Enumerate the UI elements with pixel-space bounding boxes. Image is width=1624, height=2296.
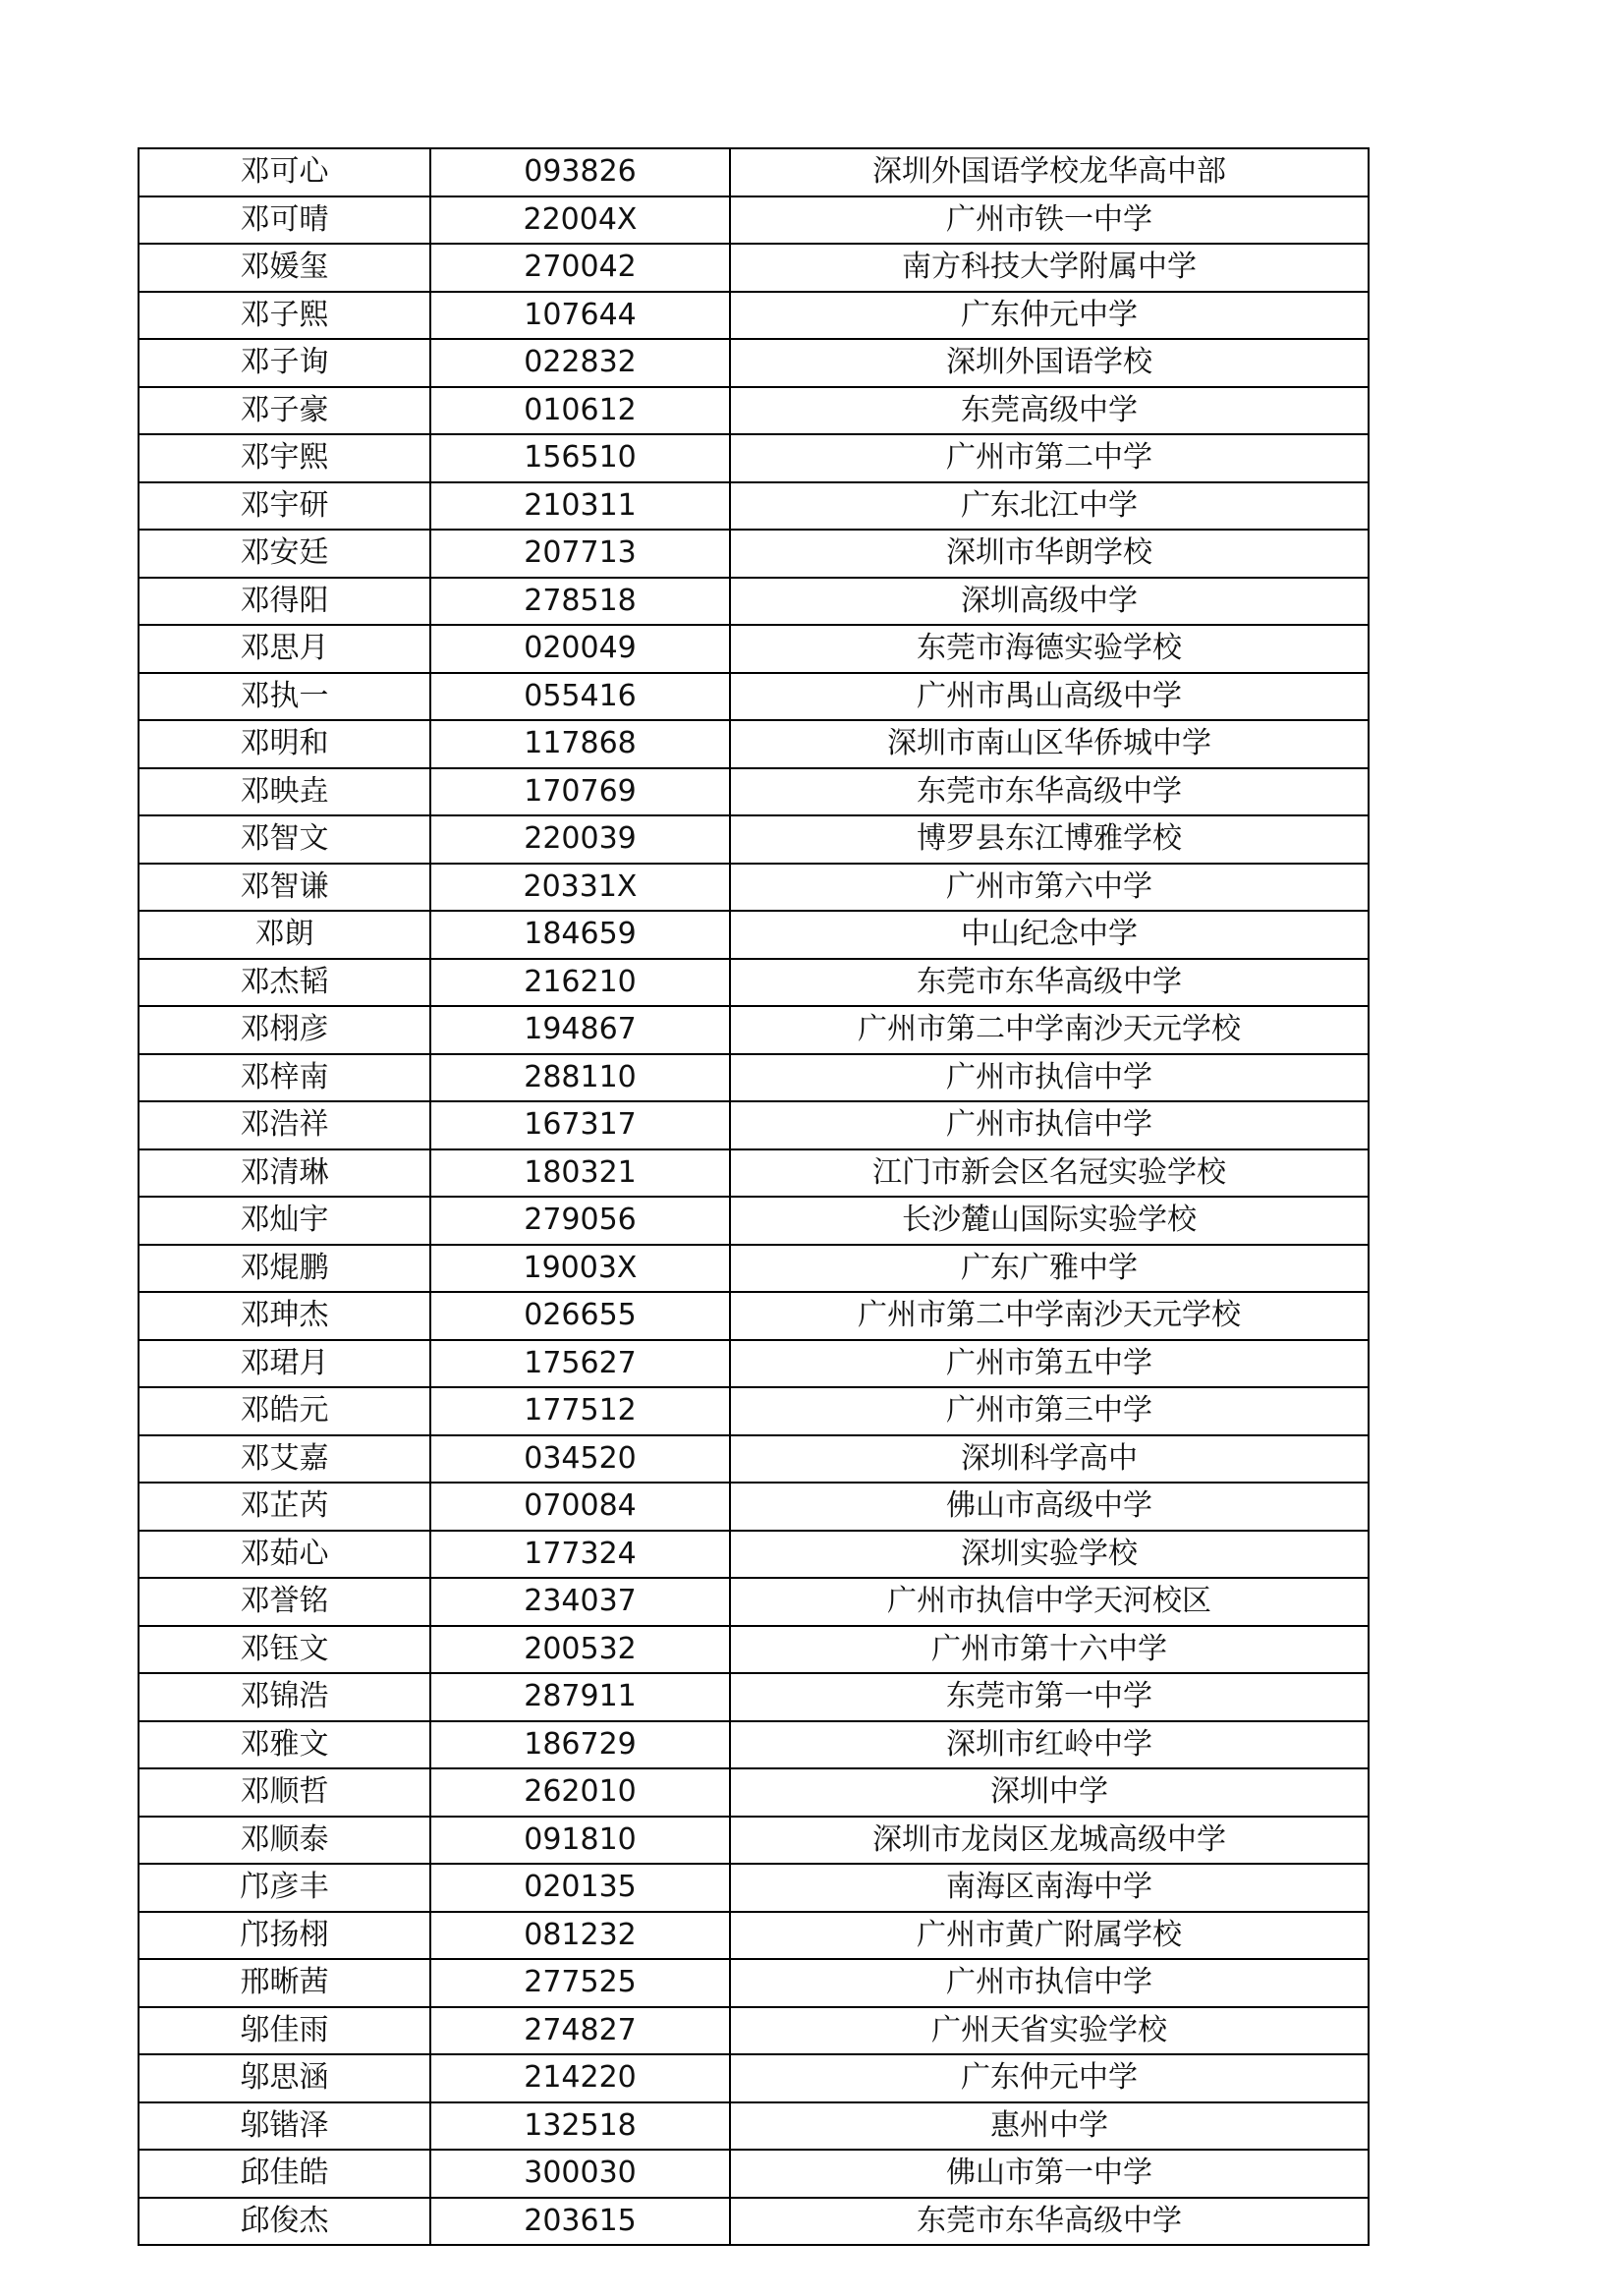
table-row [139, 1578, 1369, 1626]
school-name-cell: 南方科技大学附属中学 [730, 244, 1369, 292]
student-name-cell: 邓锦浩 [139, 1673, 430, 1721]
student-name-cell: 邓梓南 [139, 1054, 430, 1102]
student-name-cell: 邓杰韬 [139, 959, 430, 1007]
student-id-cell: 214220 [430, 2054, 730, 2102]
school-name-cell: 东莞市东华高级中学 [730, 768, 1369, 816]
roster-body [139, 148, 1369, 2245]
student-id-cell: 210311 [430, 482, 730, 531]
student-id-cell: 279056 [430, 1197, 730, 1245]
student-name-cell: 邬思涵 [139, 2054, 430, 2102]
school-name-cell: 广东仲元中学 [730, 2054, 1369, 2102]
student-id-cell: 091810 [430, 1817, 730, 1865]
school-name-cell: 广州天省实验学校 [730, 2007, 1369, 2055]
table-row [139, 625, 1369, 673]
school-name-cell: 广州市禺山高级中学 [730, 673, 1369, 721]
student-name-cell: 邓浩祥 [139, 1101, 430, 1149]
table-row [139, 1387, 1369, 1435]
student-id-cell: 117868 [430, 720, 730, 768]
school-name-cell: 东莞市第一中学 [730, 1673, 1369, 1721]
table-row [139, 1435, 1369, 1484]
school-name-cell: 深圳外国语学校 [730, 339, 1369, 387]
table-row [139, 2198, 1369, 2246]
school-name-cell: 深圳市龙岗区龙城高级中学 [730, 1817, 1369, 1865]
table-row [139, 1292, 1369, 1340]
student-name-cell: 邓雅文 [139, 1721, 430, 1769]
school-name-cell: 广州市黄广附属学校 [730, 1912, 1369, 1960]
student-name-cell: 邓钰文 [139, 1626, 430, 1674]
table-row [139, 1245, 1369, 1293]
table-row [139, 339, 1369, 387]
table-row [139, 482, 1369, 531]
student-name-cell: 邓智谦 [139, 864, 430, 912]
student-name-cell: 邓宇熙 [139, 434, 430, 482]
student-id-cell: 22004X [430, 196, 730, 245]
student-name-cell: 邢晰茜 [139, 1959, 430, 2007]
school-name-cell: 广东仲元中学 [730, 292, 1369, 340]
table-row [139, 1864, 1369, 1912]
school-name-cell: 中山纪念中学 [730, 911, 1369, 959]
school-name-cell: 佛山市第一中学 [730, 2150, 1369, 2198]
student-id-cell: 170769 [430, 768, 730, 816]
student-id-cell: 194867 [430, 1006, 730, 1054]
table-row [139, 673, 1369, 721]
student-id-cell: 203615 [430, 2198, 730, 2246]
table-row [139, 2054, 1369, 2102]
table-row [139, 1101, 1369, 1149]
student-id-cell: 081232 [430, 1912, 730, 1960]
student-id-cell: 022832 [430, 339, 730, 387]
student-name-cell: 邓得阳 [139, 578, 430, 626]
student-name-cell: 邱佳皓 [139, 2150, 430, 2198]
school-name-cell: 广州市第三中学 [730, 1387, 1369, 1435]
student-id-cell: 107644 [430, 292, 730, 340]
student-id-cell: 167317 [430, 1101, 730, 1149]
student-id-cell: 186729 [430, 1721, 730, 1769]
table-row [139, 1673, 1369, 1721]
table-row [139, 244, 1369, 292]
student-id-cell: 020135 [430, 1864, 730, 1912]
table-row [139, 720, 1369, 768]
school-name-cell: 佛山市高级中学 [730, 1483, 1369, 1531]
student-id-cell: 20331X [430, 864, 730, 912]
table-row [139, 1531, 1369, 1579]
table-row [139, 959, 1369, 1007]
student-name-cell: 邓焜鹏 [139, 1245, 430, 1293]
student-id-cell: 220039 [430, 815, 730, 864]
student-name-cell: 邓智文 [139, 815, 430, 864]
school-name-cell: 广州市第六中学 [730, 864, 1369, 912]
student-id-cell: 200532 [430, 1626, 730, 1674]
student-id-cell: 055416 [430, 673, 730, 721]
student-id-cell: 177512 [430, 1387, 730, 1435]
student-name-cell: 邓映垚 [139, 768, 430, 816]
student-name-cell: 邓媛玺 [139, 244, 430, 292]
table-row [139, 864, 1369, 912]
student-name-cell: 邓宇研 [139, 482, 430, 531]
table-row [139, 1768, 1369, 1817]
student-id-cell: 180321 [430, 1149, 730, 1198]
table-row [139, 1483, 1369, 1531]
school-name-cell: 深圳市华朗学校 [730, 530, 1369, 578]
school-name-cell: 广州市执信中学 [730, 1959, 1369, 2007]
student-name-cell: 邓茹心 [139, 1531, 430, 1579]
table-row [139, 1817, 1369, 1865]
school-name-cell: 广州市第二中学南沙天元学校 [730, 1292, 1369, 1340]
student-id-cell: 270042 [430, 244, 730, 292]
table-row [139, 387, 1369, 435]
student-name-cell: 邓明和 [139, 720, 430, 768]
school-name-cell: 东莞市东华高级中学 [730, 2198, 1369, 2246]
table-row [139, 1149, 1369, 1198]
school-name-cell: 广东北江中学 [730, 482, 1369, 531]
school-name-cell: 东莞市海德实验学校 [730, 625, 1369, 673]
student-name-cell: 邓思月 [139, 625, 430, 673]
table-row [139, 1197, 1369, 1245]
student-name-cell: 邓子询 [139, 339, 430, 387]
table-row [139, 196, 1369, 245]
student-name-cell: 邓顺哲 [139, 1768, 430, 1817]
student-name-cell: 邝彦丰 [139, 1864, 430, 1912]
table-row [139, 1006, 1369, 1054]
student-id-cell: 156510 [430, 434, 730, 482]
school-name-cell: 广州市执信中学 [730, 1101, 1369, 1149]
student-id-cell: 026655 [430, 1292, 730, 1340]
student-name-cell: 邝扬栩 [139, 1912, 430, 1960]
student-name-cell: 邓珺月 [139, 1340, 430, 1388]
school-name-cell: 广东广雅中学 [730, 1245, 1369, 1293]
student-id-cell: 070084 [430, 1483, 730, 1531]
student-id-cell: 177324 [430, 1531, 730, 1579]
table-row [139, 2150, 1369, 2198]
student-id-cell: 274827 [430, 2007, 730, 2055]
student-id-cell: 278518 [430, 578, 730, 626]
student-id-cell: 093826 [430, 148, 730, 196]
student-id-cell: 010612 [430, 387, 730, 435]
table-row [139, 768, 1369, 816]
student-name-cell: 邓艾嘉 [139, 1435, 430, 1484]
student-id-cell: 184659 [430, 911, 730, 959]
student-name-cell: 邓誉铭 [139, 1578, 430, 1626]
student-name-cell: 邓执一 [139, 673, 430, 721]
school-name-cell: 深圳中学 [730, 1768, 1369, 1817]
table-row [139, 1721, 1369, 1769]
school-name-cell: 东莞市东华高级中学 [730, 959, 1369, 1007]
table-row [139, 1912, 1369, 1960]
school-name-cell: 江门市新会区名冠实验学校 [730, 1149, 1369, 1198]
school-name-cell: 广州市铁一中学 [730, 196, 1369, 245]
school-name-cell: 广州市第二中学 [730, 434, 1369, 482]
student-name-cell: 邓珅杰 [139, 1292, 430, 1340]
student-name-cell: 邓可晴 [139, 196, 430, 245]
school-name-cell: 南海区南海中学 [730, 1864, 1369, 1912]
student-name-cell: 邓安廷 [139, 530, 430, 578]
student-id-cell: 300030 [430, 2150, 730, 2198]
student-id-cell: 132518 [430, 2102, 730, 2151]
student-id-cell: 207713 [430, 530, 730, 578]
table-row [139, 2102, 1369, 2151]
student-roster-table [138, 147, 1370, 2246]
school-name-cell: 深圳市红岭中学 [730, 1721, 1369, 1769]
school-name-cell: 东莞高级中学 [730, 387, 1369, 435]
school-name-cell: 深圳科学高中 [730, 1435, 1369, 1484]
student-id-cell: 277525 [430, 1959, 730, 2007]
school-name-cell: 广州市执信中学 [730, 1054, 1369, 1102]
table-row [139, 2007, 1369, 2055]
school-name-cell: 深圳外国语学校龙华高中部 [730, 148, 1369, 196]
student-id-cell: 288110 [430, 1054, 730, 1102]
table-row [139, 434, 1369, 482]
table-row [139, 292, 1369, 340]
student-id-cell: 19003X [430, 1245, 730, 1293]
table-row [139, 911, 1369, 959]
student-name-cell: 邬佳雨 [139, 2007, 430, 2055]
table-row [139, 1959, 1369, 2007]
table-row [139, 530, 1369, 578]
student-name-cell: 邓子豪 [139, 387, 430, 435]
school-name-cell: 广州市第二中学南沙天元学校 [730, 1006, 1369, 1054]
student-id-cell: 034520 [430, 1435, 730, 1484]
school-name-cell: 广州市第十六中学 [730, 1626, 1369, 1674]
table-row [139, 815, 1369, 864]
table-row [139, 1054, 1369, 1102]
table-row [139, 578, 1369, 626]
student-name-cell: 邓皓元 [139, 1387, 430, 1435]
student-id-cell: 216210 [430, 959, 730, 1007]
table-row [139, 148, 1369, 196]
school-name-cell: 长沙麓山国际实验学校 [730, 1197, 1369, 1245]
school-name-cell: 深圳高级中学 [730, 578, 1369, 626]
student-name-cell: 邓芷芮 [139, 1483, 430, 1531]
table-row [139, 1626, 1369, 1674]
student-id-cell: 262010 [430, 1768, 730, 1817]
student-name-cell: 邱俊杰 [139, 2198, 430, 2246]
student-name-cell: 邓栩彦 [139, 1006, 430, 1054]
student-id-cell: 175627 [430, 1340, 730, 1388]
student-name-cell: 邓朗 [139, 911, 430, 959]
student-id-cell: 020049 [430, 625, 730, 673]
student-name-cell: 邓清琳 [139, 1149, 430, 1198]
school-name-cell: 广州市执信中学天河校区 [730, 1578, 1369, 1626]
student-name-cell: 邓可心 [139, 148, 430, 196]
student-id-cell: 287911 [430, 1673, 730, 1721]
student-id-cell: 234037 [430, 1578, 730, 1626]
school-name-cell: 博罗县东江博雅学校 [730, 815, 1369, 864]
student-name-cell: 邬锴泽 [139, 2102, 430, 2151]
school-name-cell: 惠州中学 [730, 2102, 1369, 2151]
student-name-cell: 邓灿宇 [139, 1197, 430, 1245]
student-name-cell: 邓顺泰 [139, 1817, 430, 1865]
school-name-cell: 深圳市南山区华侨城中学 [730, 720, 1369, 768]
student-name-cell: 邓子熙 [139, 292, 430, 340]
table-row [139, 1340, 1369, 1388]
school-name-cell: 深圳实验学校 [730, 1531, 1369, 1579]
school-name-cell: 广州市第五中学 [730, 1340, 1369, 1388]
